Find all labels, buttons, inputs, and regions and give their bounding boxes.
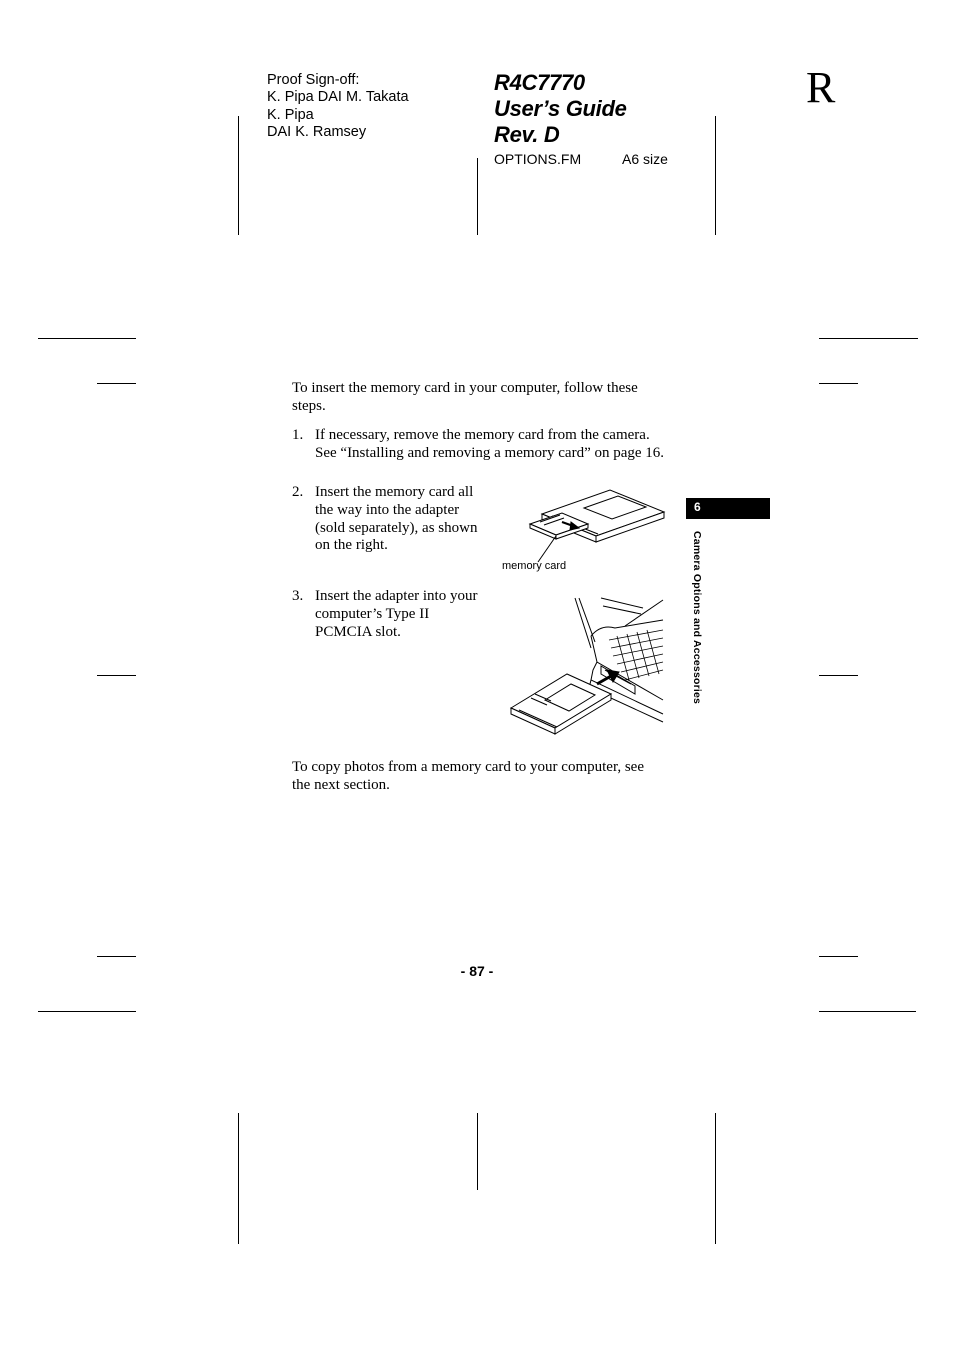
page-number: - 87 -: [460, 963, 494, 979]
outro-paragraph: To copy photos from a memory card to your computer, see the next section.: [292, 759, 645, 793]
crop-mark: [38, 1011, 136, 1012]
crop-mark: [819, 675, 858, 676]
step-number: 2.: [292, 484, 304, 500]
signoff-line: Proof Sign-off:: [267, 72, 360, 88]
step-3-text: Insert the adapter into your computer’s Type II PCMCIA slot.: [315, 588, 478, 640]
crop-mark: [238, 116, 239, 235]
crop-mark: [238, 1113, 239, 1244]
file-name: OPTIONS.FM: [494, 151, 582, 167]
crop-mark: [38, 338, 136, 339]
figure-caption: memory card: [502, 560, 567, 572]
step-1-text: If necessary, remove the memory card from the camera. See “Installing and removing a memory card” on page 16.: [315, 427, 665, 461]
proof-signoff: [267, 72, 409, 141]
laptop-pcmcia-illustration: [505, 596, 665, 744]
crop-mark: [715, 1113, 716, 1244]
crop-mark: [819, 383, 858, 384]
crop-mark: [477, 1113, 478, 1190]
chapter-title: Camera Options and Accessories: [691, 531, 703, 705]
crop-mark: [477, 158, 478, 235]
step-2-text: Insert the memory card all the way into the adapter (sold separately), as shown on the right.: [315, 484, 478, 554]
chapter-tab: [686, 498, 770, 519]
crop-mark: [819, 956, 858, 957]
chapter-number: 6: [694, 500, 701, 514]
crop-mark: [715, 116, 716, 235]
crop-mark: [819, 338, 918, 339]
step-number: 1.: [292, 427, 304, 443]
signoff-line: K. Pipa: [267, 106, 314, 123]
crop-mark: [97, 383, 136, 384]
step-number: 3.: [292, 588, 304, 604]
signoff-line: DAI K. Ramsey: [267, 123, 367, 140]
page-size: A6 size: [622, 151, 668, 167]
document-title: R4C7770 User’s Guide Rev. D: [494, 70, 627, 147]
crop-mark: [97, 956, 136, 957]
crop-mark: [819, 1011, 916, 1012]
crop-mark: [97, 675, 136, 676]
corner-letter: R: [806, 63, 836, 112]
signoff-line: K. Pipa DAI M. Takata: [267, 89, 409, 106]
intro-paragraph: To insert the memory card in your computer, follow these steps.: [292, 380, 638, 414]
